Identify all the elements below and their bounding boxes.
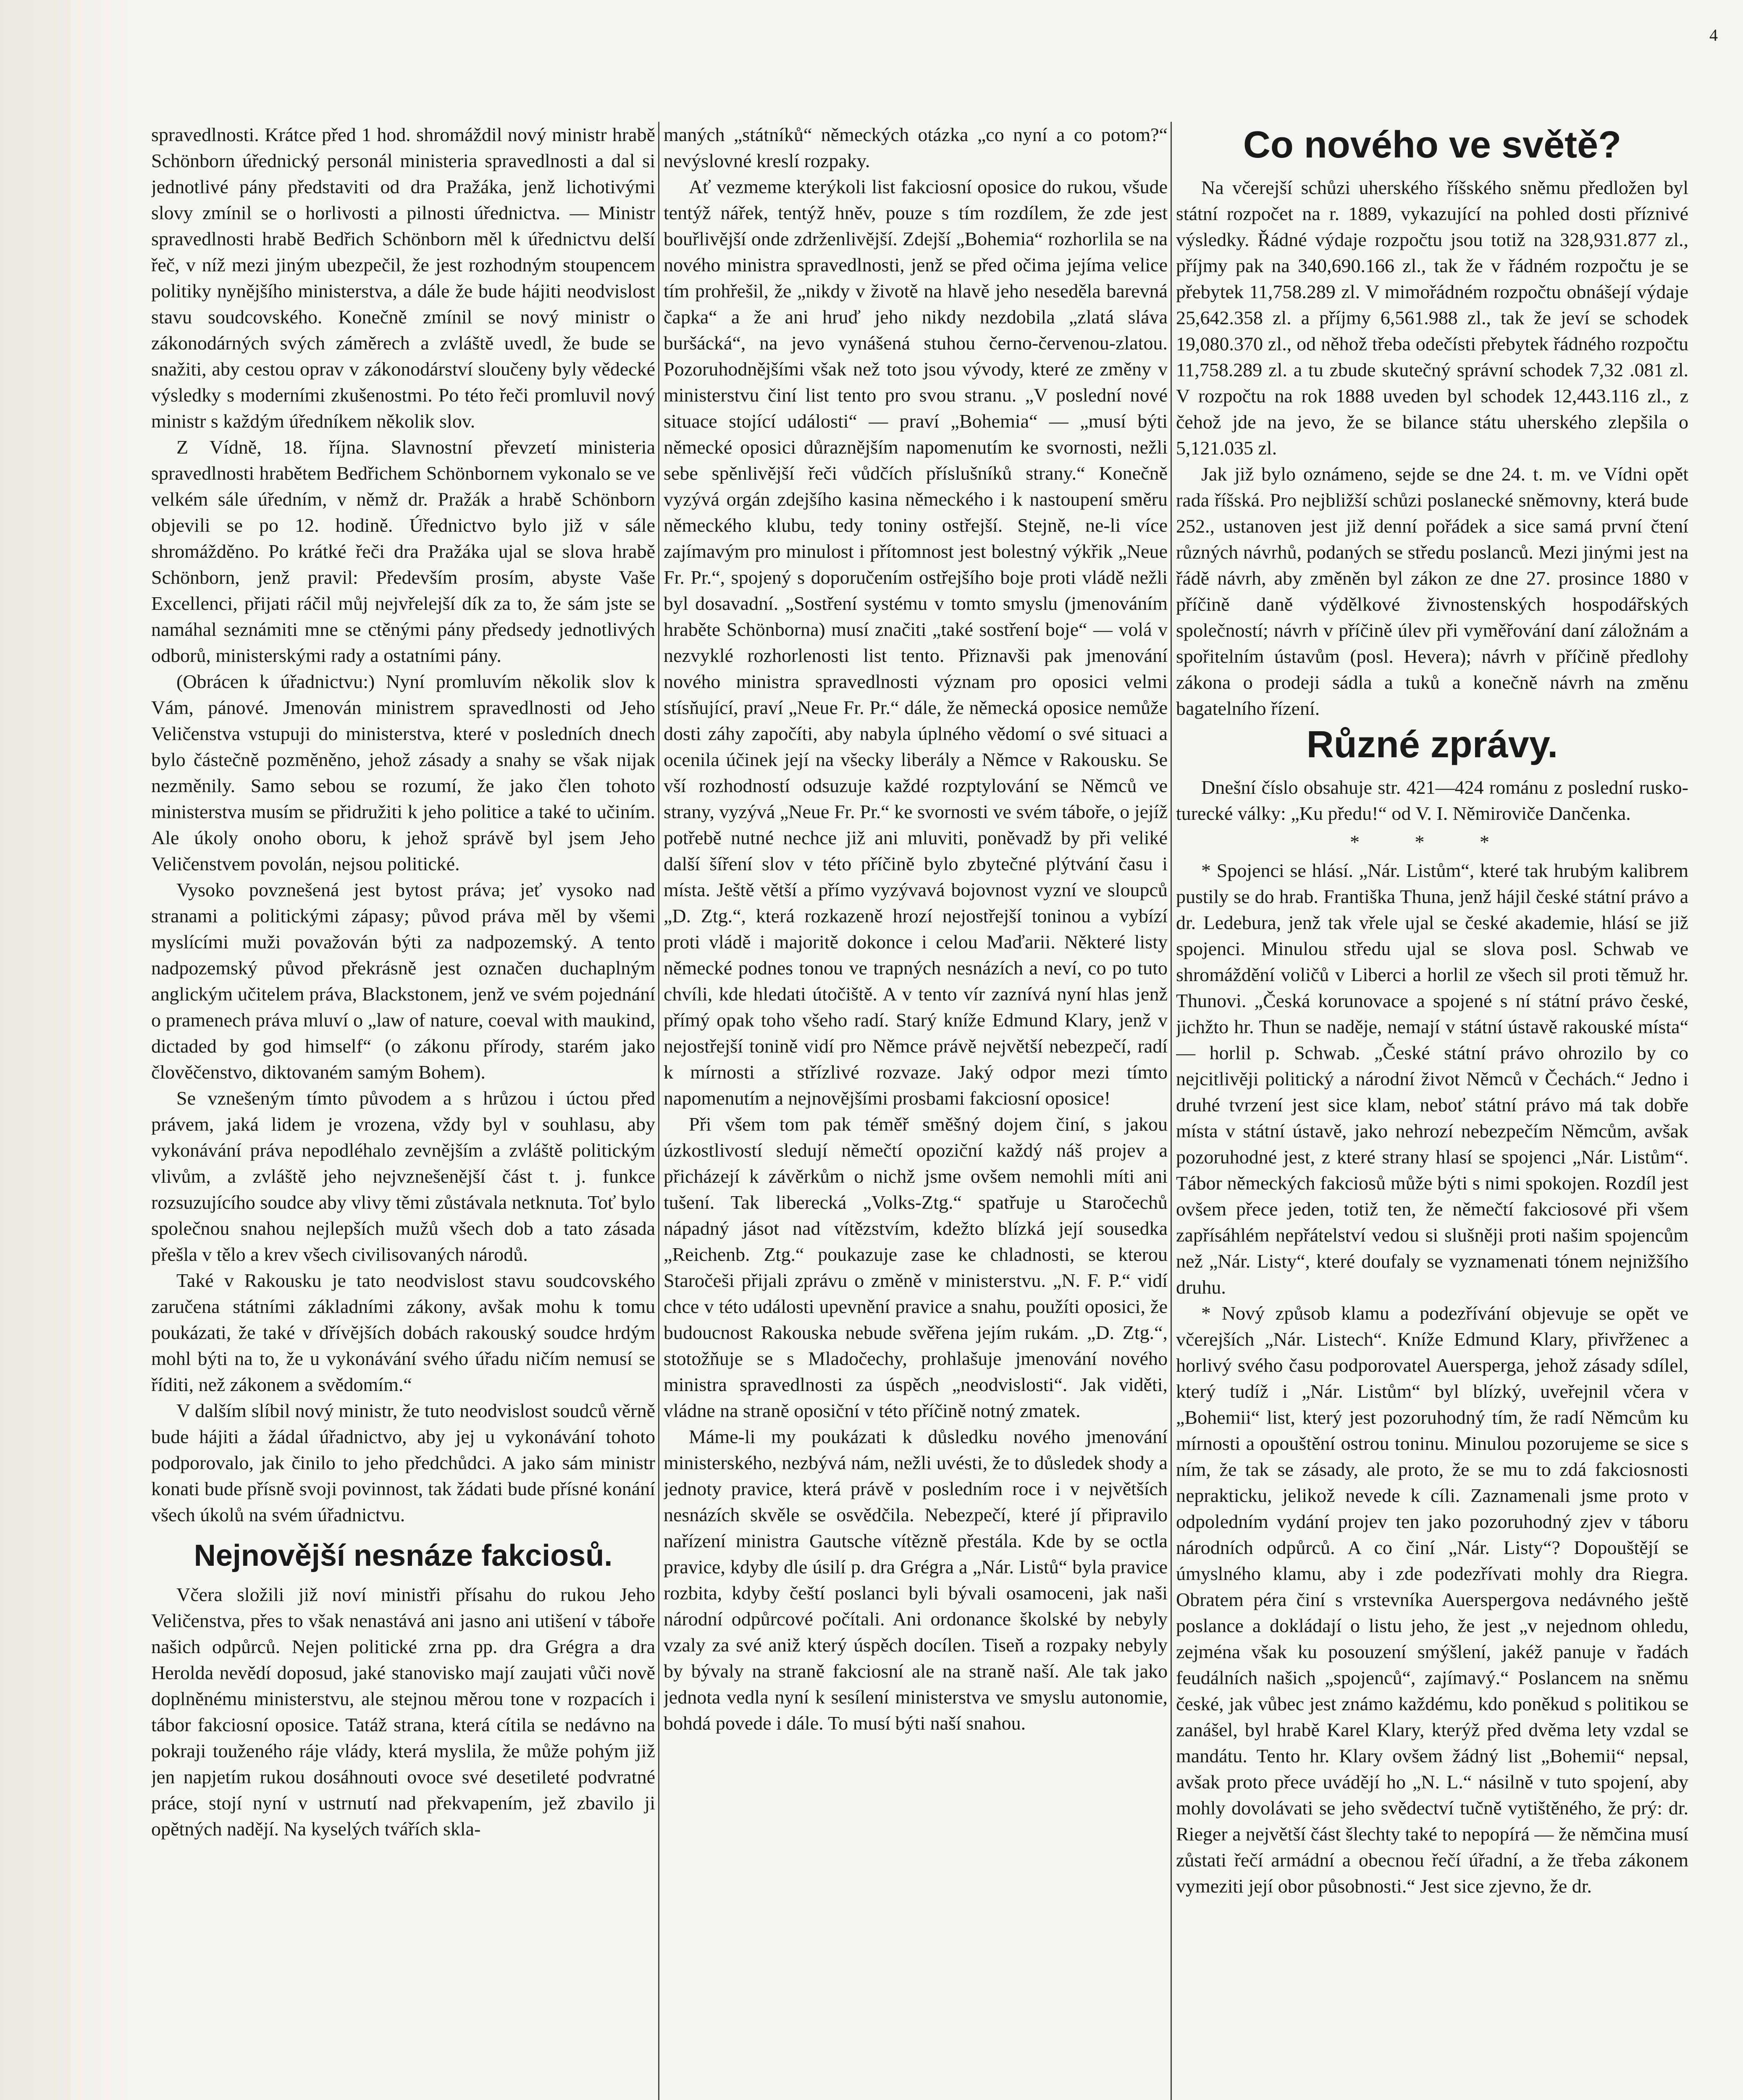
news-item: * Nový způsob klamu a podezřívání objevuje se opět ve včerejších „Nár. Listech“. Kníže Edmund Klary, přivřženec a horlivý svého času podporovatel Auersperga, jehož zásady sdílel, který tudíž i „Nár. Listům“ byl blízký, uveřejnil včera v „Bohemii“ list, který jest pozoruhodný tím, že radí Němcům ku mírnosti a opouštění ostrou toninu. Minulou pozorujeme se sice s ním, že tak se zásady, ale proto, že se mu to zdá fakciosnosti neprakticku, jelikož nevede k cíli. Zaznamenali jsme proto v odpoledním vydání projev ten jako pozoruhodný zjev v táboru národních odpůrců. A co činí „Nár. Listy“? Dopouštějí se úmyslného klamu, aby i zde podezřívati mohly dra Riegra. Obratem péra činí s vrstevníka Auerspergova nedávného ještě poslance a dokládají o listu jeho, že jest „v nejednom ohledu, zejména však ku posouzení smýšlení, jakéž panuje v řadách feudálních našich „spojenců“, zajímavý.“ Poslancem na sněmu české, jak vůbec jest známo každému, kdo poněkud s politikou se zanášel, byl hrabě Karel Klary, kterýž před dvěma lety vzdal se mandátu. Tento hr. Klary ovšem žádný list „Bohemii“ nepsal, avšak proto přece uvádějí ho „N. L.“ násilně v tuto spojení, aby mohly dovolávati se jeho svědectví tučně vytištěného, že prý: dr. Rieger a největší část šlechty také to nepopírá — že němčina musí zůstati řečí armádní a obecnou řečí úřadní, a že třeba zákonem vymeziti její obor působnosti.“ Jest sice zjevno, že dr.	[1176, 1302, 1688, 1897]
paragraph: Máme-li my poukázati k důsledku nového jmenování ministerského, nezbývá nám, nežli uvésti, že to důsledek shody a jednoty pravice, která právě v posledním roce i v největších nesnázích skvěle se osvědčila. Nebezpečí, které jí připravilo nařízení ministra Gautsche vítězně přestála. Kde by se octla pravice, kdyby dle úsilí p. dra Grégra a „Nár. Listů“ byla pravice rozbita, kdyby čeští poslanci byli bývali osamoceni, jak naši národní odpůrcové počítali. Ani ordonance školské by nebyly vzaly za své aniž který úspěch docílen. Tiseň a rozpaky nebyly by bývaly na straně fakciosní ale na straně naší. Ale tak jako jednota vedla nyní k sesílení ministerstva ve smyslu autonomie, bohdá povede i dále. To musí býti naší snahou.	[664, 1426, 1168, 1734]
column-rule-1	[658, 122, 659, 2100]
paragraph: Ať vezmeme kterýkoli list fakciosní oposice do rukou, všude tentýž nářek, tentýž hněv, pouze s tím rozdílem, že zde jest bouřlivější onde zdrženlivější. Zdejší „Bohemia“ rozhorlila se na nového ministra spravedlnosti, jenž se před očima jejíma velice tím prohřešil, že „nikdy v životě na hlavě jeho neseděla barevná čapka“ a že ani hruď jeho nikdy nezdobila „zlatá sláva buršácká“, na jevo vynášená stuhou černo-červenou-zlatou. Pozoruhodnějšími však než toto jsou vývody, které ze změny v ministerstvu činí list tento pro svou stranu. „V poslední nové situace stojící události“ — praví „Bohemia“ — „musí býti německé oposici důraznějším napomenutím ke svornosti, nežli sebe spěnlivější řeči vůdčích příslušníků strany.“ Konečně vyzývá orgán zdejšího kasina německého i k nastoupení směru německého klubu, tedy toniny ostřejší. Stejně, ne-li více zajímavým pro minulost i přítomnost jest bolestný výkřik „Neue Fr. Pr.“, spojený s doporučením ostřejšího boje proti vládě nežli byl dosavadní. „Sostření systému v tomto smyslu (jmenováním hraběte Schönborna) musí značiti „také sostření boje“ — volá v nezvyklé rozhorlenosti list tento. Přiznavši pak jmenování nového ministra spravedlnosti význam pro oposici velmi stísňující, praví „Neue Fr. Pr.“ dále, že německá oposice nemůže dosti záhy započíti, aby nabyla úplného vědomí o své situaci a ocenila účinek její na všecky liberály a Němce v Rakousku. Se vší rozhodností odsuzuje každé rozptylování se Němců ve strany, vyzývá „Neue Fr. Pr.“ ke svornosti ve svém táboře, o jejíž potřebě nutné nechce již ani mluviti, poněvadž by při veliké další šíření slov v této příčině bylo zbytečné plýtvání času i místa. Ještě větší a přímo vyzývavá bojovnost vyzní ve sloupců „D. Ztg.“, která rozkazeně hrozí nejostřejší toninou a vybízí proti vládě i majoritě dokonce i celou Maďarii. Některé listy německé podnes tonou ve trapných nesnázích a neví, co po tuto chvíli, kde hledati útočiště. A v tento vír zaznívá nyní hlas jenž přímý opak toho všeho radí. Starý kníže Edmund Klary, jenž v nejostřejší tonině vidí pro Němce právě největší nebezpečí, radí k mírnosti a střízlivé rozvaze. Jaký odpor mezi tímto napomenutím a nejnovějšími prosbami fakciosní oposice!	[664, 176, 1168, 1109]
paragraph: maných „státníků“ německých otázka „co nyní a co potom?“ nevýslovné kreslí rozpaky.	[664, 124, 1168, 171]
paragraph: Se vznešeným tímto původem a s hrůzou i úctou před právem, jaká lidem je vrozena, vždy byl v souhlasu, aby vykonávání práva nepodléhalo zevnějším a zvláště politickým vlivům, a zvláště jeho nejvznešenější část t. j. funkce rozsuzujícího soudce aby vlivy těmi zůstávala netknuta. Toť bylo společnou snahou nejlepších mužů všech dob a tato zásada přešla v tělo a krev všech civilisovaných národů.	[151, 1087, 655, 1265]
column-1	[151, 122, 655, 2100]
column-2	[664, 122, 1168, 2100]
page-number: 4	[1709, 26, 1718, 45]
paragraph: Také v Rakousku je tato neodvislost stavu soudcovského zaručena státními základními zákony, avšak mohu k tomu poukázati, že také v dřívějších dobách rakouský soudce hrdým mohl býti na to, že u vykonávání svého úřadu ničím nemusí se říditi, než zákonem a svědomím.“	[151, 1270, 655, 1395]
column-rule-2	[1171, 122, 1172, 2100]
news-item: * Spojenci se hlásí. „Nár. Listům“, které tak hrubým kalibrem pustily se do hrab. Františka Thuna, jenž hájil české státní právo a dr. Ledebura, jenž tak vřele ujal se české akademie, hlásí se již spojenci. Minulou středu ujal se slova posl. Schwab ve shromáždění voličů v Liberci a horlil ze všech sil proti těmuž hr. Thunovi. „Česká korunovace a spojené s ní státní právo české, jichžto hr. Thun se naděje, nemají v státní ústavě rakouské místa“ — horlil p. Schwab. „České státní právo ohrozilo by co nejcitlivěji politický a národní život Němců v Čechách.“ Jedno i druhé tvrzení jest sice klam, neboť státní právo má tak dobře místa v státní ústavě, jako nehrozí nebezpečím Němcům, avšak pozoruhodné jest, z které strany hlasí se spojenci „Nár. Listům“. Tábor německých fakciosů může býti s nimi spokojen. Rozdíl jest ovšem přece jeden, totiž ten, že němečtí fakciosové při všem zapřísáhlém nepřátelství vedou si slušněji proti našim spojencům než „Nár. Listy“, které doufaly se vyznamenati tónem nejnižšího druhu.	[1176, 860, 1688, 1298]
paragraph: (Obrácen k úřadnictvu:) Nyní promluvím několik slov k Vám, pánové. Jmenován ministrem spravedlnosti od Jeho Veličenstva vstupuji do ministerstva, které v posledních dnech bylo částečně pozměněno, jehož zásady a snahy se však nijak nezměnily. Samo sebou se rozumí, že jako člen tohoto ministerstva musím se přidružiti k jeho politice a také to učiním. Ale úkoly onoho oboru, k jehož správě byl jsem Jeho Veličenstvem povolán, nejsou politické.	[151, 671, 655, 874]
paragraph: Dnešní číslo obsahuje str. 421—424 románu z poslední rusko-turecké války: „Ku předu!“ od V. I. Němiroviče Dančenka.	[1176, 777, 1688, 824]
paragraph: Na včerejší schůzi uherského říšského sněmu předložen byl státní rozpočet na r. 1889, vykazující na pohled dosti příznivé výsledky. Řádné výdaje rozpočtu jsou totiž na 328,931.877 zl., příjmy pak na 340,690.166 zl., tak že v řádném rozpočtu je se přebytek 11,758.289 zl. V mimořádném rozpočtu obnášejí výdaje 25,642.358 zl. a příjmy 6,561.988 zl., tak že jeví se schodek 19,080.370 zl., od něhož třeba odečísti přebytek řádného rozpočtu 11,758.289 zl. a tu zbude skutečný správní schodek 7,32 .081 zl. V rozpočtu na rok 1888 uveden byl schodek 12,443.116 zl., z čehož jde na jevo, že se bilance státu uherského zlepšila o 5,121.035 zl.	[1176, 177, 1688, 459]
page-shadow	[0, 0, 143, 2100]
column-3	[1176, 122, 1688, 2100]
section-heading: Co nového ve světě?	[1243, 124, 1622, 166]
paragraph: Vysoko povznešená jest bytost práva; jeť vysoko nad stranami a politickými zápasy; původ práva měl by všemi myslícími muži považován býti za nadpozemský. A tento nadpozemský původ překrásně jest označen duchaplným anglickým učitelem práva, Blackstonem, jenž ve svém pojednání o pramenech práva mluví o „law of nature, coeval with maukind, dictaded by god himself“ (o zákonu přírody, starém jako člověčenstvo, diktovaném samým Bohem).	[151, 879, 655, 1083]
paragraph: Při všem tom pak téměř směšný dojem činí, s jakou úzkostlivostí sledují němečtí opoziční každý náš projev a přicházejí k závěrkům o nichž jsme ovšem nemohli míti ani tušení. Tak liberecká „Volks-Ztg.“ spatřuje u Staročechů nápadný jásot nad vítězstvím, kdežto blízká její sousedka „Reichenb. Ztg.“ poukazuje zase ke chladnosti, se kterou Staročeši přijali zprávu o změně v ministerstvu. „N. F. P.“ vidí chce v této události upevnění pravice a snahu, použíti oposici, že budoucnost Rakouska nebude svěřena jejím rukám. „D. Ztg.“, stotožňuje se s Mladočechy, prohlašuje jmenování nového ministra spravedlnosti za úspěch „neodvislosti“. Jak viděti, vládne na straně oposiční v této příčině notný zmatek.	[664, 1113, 1168, 1421]
paragraph: V dalším slíbil nový ministr, že tuto neodvislost soudců věrně bude hájiti a žádal úřadnictvo, aby jej u vykonávání tohoto podporovalo, jak činilo to jeho předchůdci. A jako sám ministr konati bude přísně svoji povinnost, tak žádati bude přísné konání všech úkolů na svém úřadnictvu.	[151, 1400, 655, 1525]
paragraph: spravedlnosti. Krátce před 1 hod. shromáždil nový ministr hrabě Schönborn úřednický personál ministeria spravedlnosti a dal si jednotlivé pány představiti od dra Pražáka, jenž lichotivými slovy zmínil se o horlivosti a pilnosti úřednictva. — Ministr spravedlnosti hrabě Bedřich Schönborn měl k úřednictvu delší řeč, v níž mezi jiným ubezpečil, že jest rozhodným stoupencem politiky nynějšího ministerstva, a dále že bude hájiti neodvislost stavu soudcovského. Konečně zmínil se nový ministr o zákonodárných svých záměrech a zvláště uvedl, že bude se snažiti, aby cestou oprav v zákonodárství sloučeny byly vědecké výsledky s moderními zkušenostmi. Po této řeči promluvil nový ministr s každým úředníkem několik slov.	[151, 124, 655, 432]
paragraph: Z Vídně, 18. října. Slavnostní převzetí ministeria spravedlnosti hrabětem Bedřichem Schönbornem vykonalo se ve velkém sále úředním, v němž dr. Pražák a hrabě Schönborn objevili se po 12. hodině. Úřednictvo bylo již v sále shromážděno. Po krátké řeči dra Pražáka ujal se slova hrabě Schönborn, jenž pravil: Především prosím, abyste Vaše Excellenci, přijati ráčil můj nejvřelejší dík za to, že sám jste se namáhal seznámiti mne se ctěnými pány předsedy jednotlivých odborů, ministerskými rady a ostatními pány.	[151, 436, 655, 666]
paragraph: Jak již bylo oznámeno, sejde se dne 24. t. m. ve Vídni opět rada říšská. Pro nejbližší schůzi poslanecké sněmovny, která bude 252., ustanoven jest již denní pořádek a sice samá první čtení různých návrhů, podaných se středu poslanců. Mezi jinými jest na řádě návrh, aby změněn byl zákon ze dne 27. prosince 1880 v příčině daně výdělkové živnostenských hospodářských společností; návrh v příčině úlev při vyměřování daní záložnám a spořitelním ústavům (posl. Hevera); návrh v příčině předlohy zákona o prodeji sádla a tuků a konečně návrh na změnu bagatelního řízení.	[1176, 463, 1688, 719]
section-heading: Různé zprávy.	[1306, 724, 1558, 766]
section-separator: * * *	[1350, 831, 1515, 853]
paragraph: Včera složili již noví ministři přísahu do rukou Jeho Veličenstva, přes to však nenastává ani jasno ani utišení v táboře našich odpůrců. Nejen politické zrna pp. dra Grégra a dra Herolda nevědí doposud, jaké stanovisko mají zaujati vůči nově doplněnému ministerstvu, ale stejnou měrou tone v rozpacích i tábor fakciosní oposice. Tatáž strana, která cítila se nedávno na pokraji touženého ráje vlády, která myslila, že může pohým již jen napjetím rukou dosáhnouti ovoce své desetileté podvratné práce, stojí nyní v ustrnutí nad překvapením, jež zbavilo ji opětných nadějí. Na kyselých tvářích skla-	[151, 1584, 655, 1840]
article-heading: Nejnovější nesnáze fakciosů.	[194, 1539, 613, 1572]
